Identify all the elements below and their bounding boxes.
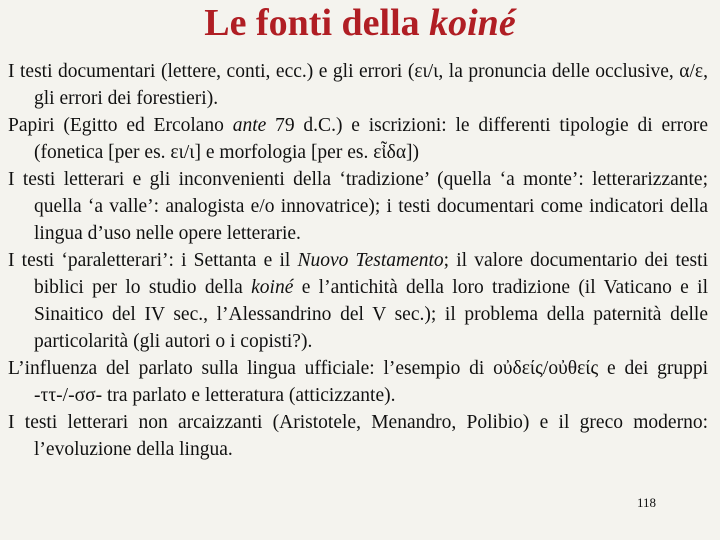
paragraph (8, 166, 708, 247)
paragraph (8, 247, 708, 355)
paragraph-text: 79 d.C.) e iscrizioni: le differenti tipologie di errore (fonetica [per es. ει/ι] e morfologia [per es. εἶδα]) (34, 115, 709, 163)
paragraph-text: ; il valore documentario dei testi biblici per lo studio della (34, 250, 708, 298)
emphasis-text: koiné (251, 277, 294, 298)
paragraph-text: I testi documentari (lettere, conti, ecc.) e gli errori (ει/ι, la pronuncia delle occlusive, α/ε, gli errori dei forestieri). (8, 61, 708, 109)
paragraph (8, 58, 708, 112)
paragraph-text: I testi letterari non arcaizzanti (Aristotele, Menandro, Polibio) e il greco moderno: l’evoluzione della lingua. (8, 412, 708, 460)
title-emphasis-text: koiné (429, 2, 516, 44)
paragraph-text: I testi letterari e gli inconvenienti della ‘tradizione’ (quella ‘a monte’: letterarizzante; quella ‘a valle’: analogista e/o innovatrice); i testi documentari come indicatori della lingua d’uso nelle opere letterarie. (8, 169, 708, 244)
title-main-text: Le fonti della (204, 2, 430, 44)
paragraph-text: L’influenza del parlato sulla lingua ufficiale: l’esempio di οὐδείς/οὐθείς e dei gruppi -ττ-/-σσ- tra parlato e letteratura (atticizzante). (8, 358, 708, 406)
paragraph-text: e l’antichità della loro tradizione (il Vaticano e il Sinaitico del IV sec., l’Alessandrino del V sec.); il problema della paternità delle particolarità (gli autori o i copisti?). (34, 277, 708, 352)
emphasis-text: Nuovo Testamento (297, 250, 444, 271)
paragraph-text: I testi ‘paraletterari’: i Settanta e il (8, 250, 298, 271)
slide-body (8, 58, 708, 463)
paragraph (8, 409, 708, 463)
paragraph-text: Papiri (Egitto ed Ercolano (8, 115, 233, 136)
emphasis-text: ante (232, 115, 267, 136)
slide-title (0, 2, 720, 44)
paragraph (8, 112, 708, 166)
page-number: 118 (637, 495, 657, 510)
paragraph (8, 355, 708, 409)
